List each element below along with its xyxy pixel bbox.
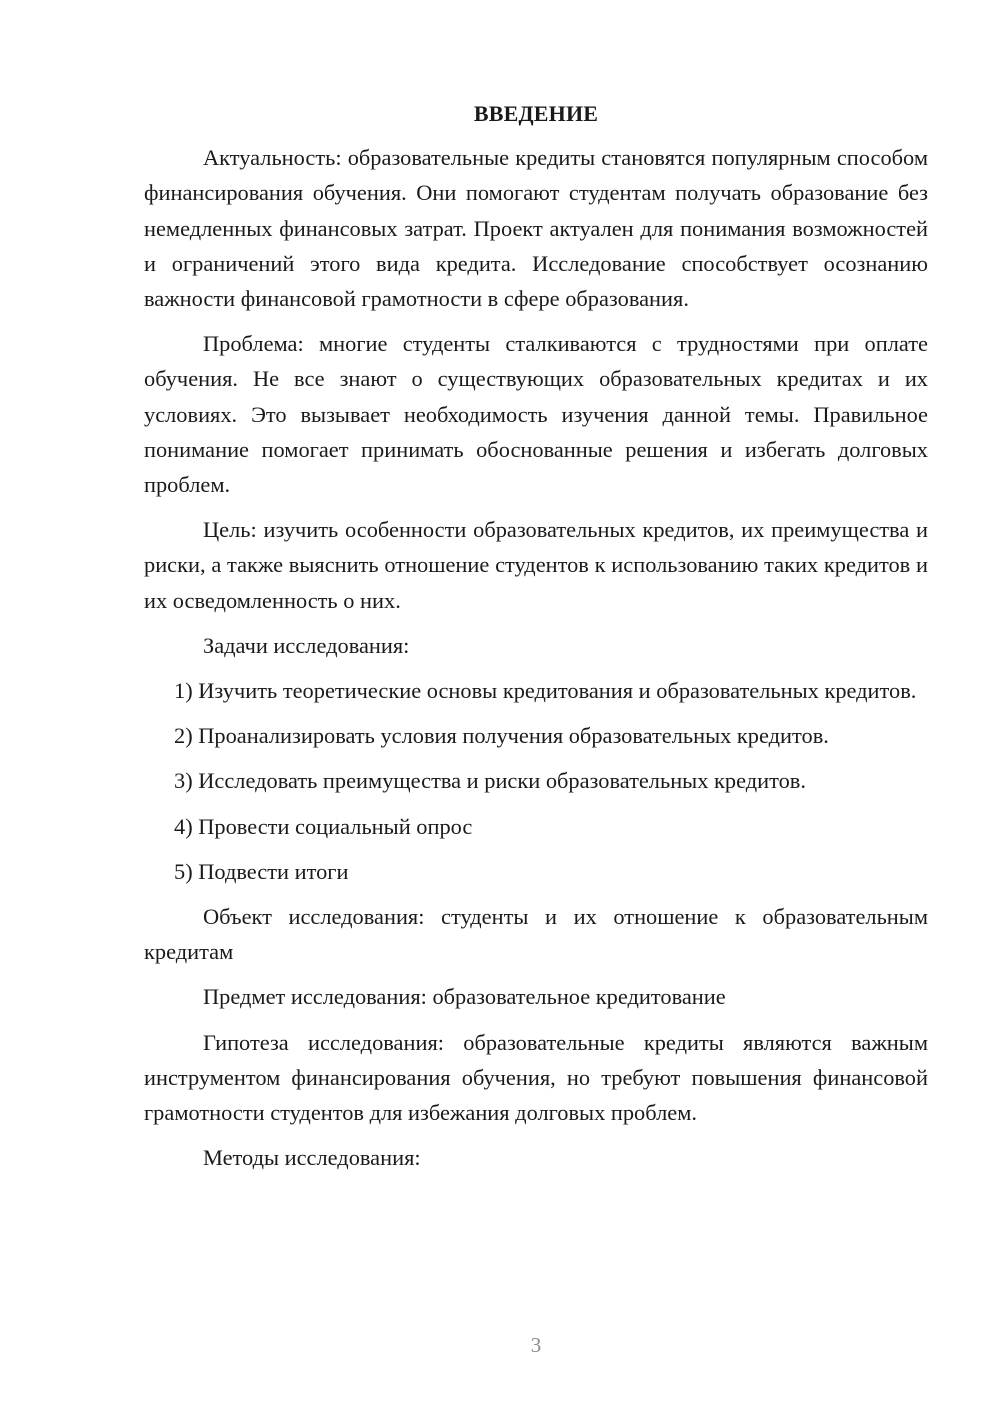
page-number: 3 xyxy=(530,1333,542,1357)
section-title: ВВЕДЕНИЕ xyxy=(473,101,599,126)
methods-heading: Методы исследования: xyxy=(203,1145,421,1171)
paragraph-object: Объект исследования: студенты и их отношение к образовательным кредитам xyxy=(144,904,928,965)
task-item-1: 1) Изучить теоретические основы кредитования и образовательных кредитов. xyxy=(174,678,917,704)
task-item-5: 5) Подвести итоги xyxy=(174,858,349,884)
task-item-4: 4) Провести социальный опрос xyxy=(174,813,473,839)
task-item-3: 3) Исследовать преимущества и риски образовательных кредитов. xyxy=(174,768,806,794)
paragraph-subject: Предмет исследования: образовательное кредитование xyxy=(203,984,726,1010)
task-item-2: 2) Проанализировать условия получения образовательных кредитов. xyxy=(174,723,829,749)
page-body xyxy=(144,96,928,1185)
tasks-heading: Задачи исследования: xyxy=(203,632,410,658)
paragraph-hypothesis: Гипотеза исследования: образовательные кредиты являются важным инструментом финансирования обучения, но требуют повышения финансовой грамотности студентов для избежания долговых проблем. xyxy=(144,1029,928,1126)
paragraph-relevance: Актуальность: образовательные кредиты становятся популярным способом финансирования обучения. Они помогают студентам получать образование без немедленных финансовых затрат. Проект актуален для понимания возможностей и ограничений этого вида кредита. Исследование способствует осознанию важности финансовой грамотности в сфере образования. xyxy=(144,145,928,312)
paragraph-problem: Проблема: многие студенты сталкиваются с трудностями при оплате обучения. Не все знают о существующих образовательных кредитах и их условиях. Это вызывает необходимость изучения данной темы. Правильное понимание помогает принимать обоснованные решения и избегать долговых проблем. xyxy=(144,331,928,498)
paragraph-goal: Цель: изучить особенности образовательных кредитов, их преимущества и риски, а также выяснить отношение студентов к использованию таких кредитов и их осведомленность о них. xyxy=(144,517,928,613)
